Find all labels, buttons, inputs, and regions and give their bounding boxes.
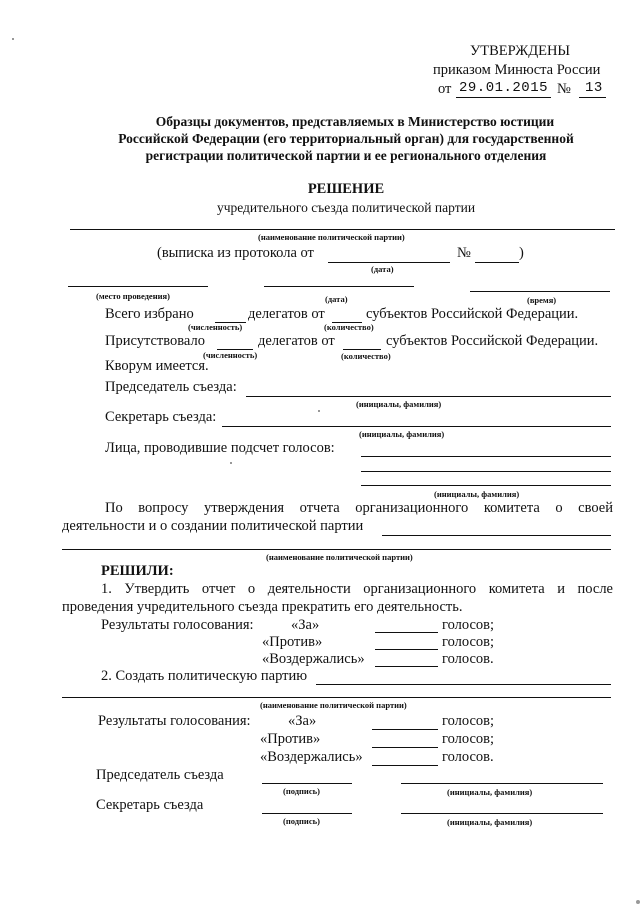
- question-line-1: По вопросу утверждения отчета организационного комитета о своей: [105, 500, 613, 516]
- vote1-for-label: «За»: [291, 617, 320, 633]
- vote1-against-votes: голосов;: [442, 634, 495, 650]
- vote1-against-label: «Против»: [262, 634, 323, 650]
- signature-secretary-name-line: [401, 813, 603, 814]
- protocol-date-line: [328, 262, 450, 263]
- approval-date-prefix: от: [438, 81, 452, 97]
- caption-present-quantity: (количество): [341, 351, 391, 361]
- approval-title: УТВЕРЖДЕНЫ: [470, 43, 571, 59]
- present-text-a: Присутствовало: [105, 333, 205, 349]
- caption-secretary-sign-initials: (инициалы, фамилия): [447, 817, 533, 827]
- approval-date-line: [456, 97, 551, 98]
- caption-secretary-signature: (подпись): [283, 816, 320, 826]
- question-party-line-b: [62, 549, 611, 550]
- resolved-item1-line1: 1. Утвердить отчет о деятельности организационного комитета и после: [101, 581, 613, 597]
- counters-line-2: [361, 471, 611, 472]
- resolved-item2: 2. Создать политическую партию: [101, 668, 308, 684]
- protocol-text: (выписка из протокола от: [157, 245, 314, 261]
- caption-item2-party: (наименование политической партии): [260, 700, 407, 710]
- meeting-date-line: [264, 286, 414, 287]
- chairman-label: Председатель съезда:: [105, 379, 237, 395]
- caption-elected-count: (численность): [188, 322, 243, 332]
- heading-line-3: регистрации политической партии и ее регионального отделения: [145, 148, 547, 163]
- vote1-abstained-votes: голосов.: [442, 651, 494, 667]
- secretary-label: Секретарь съезда:: [105, 409, 217, 425]
- vote2-abstained-line: [372, 765, 438, 766]
- caption-meeting-date: (дата): [325, 294, 348, 304]
- party-name-line: [70, 229, 615, 230]
- present-subjects-line: [343, 349, 381, 350]
- vote2-for-line: [372, 729, 438, 730]
- vote2-against-line: [372, 747, 438, 748]
- vote1-abstained-line: [375, 666, 438, 667]
- counters-line-3: [361, 485, 611, 486]
- signature-chairman-name-line: [401, 783, 603, 784]
- scan-speck: [318, 410, 320, 412]
- caption-chairman-signature: (подпись): [283, 786, 320, 796]
- vote2-abstained-label: «Воздержались»: [260, 749, 363, 765]
- question-party-line-a: [382, 535, 611, 536]
- vote2-abstained-votes: голосов.: [442, 749, 494, 765]
- caption-present-count: (численность): [203, 350, 258, 360]
- counters-line-1: [361, 456, 611, 457]
- caption-meeting-time: (время): [527, 295, 557, 305]
- secretary-line: [222, 426, 611, 427]
- counters-label: Лица, проводившие подсчет голосов:: [105, 440, 335, 456]
- protocol-number-line: [475, 262, 519, 263]
- chairman-line: [246, 396, 611, 397]
- approval-number-line: [579, 97, 606, 98]
- question-line-2: деятельности и о создании политической партии: [62, 518, 364, 534]
- scan-speck: [230, 462, 232, 464]
- quorum-text: Кворум имеется.: [105, 358, 209, 374]
- decision-subtitle: учредительного съезда политической партии: [216, 200, 476, 215]
- caption-chairman-initials: (инициалы, фамилия): [356, 399, 442, 409]
- elected-text-b: делегатов от: [248, 306, 325, 322]
- signature-secretary-sign-line: [262, 813, 352, 814]
- signature-chairman-sign-line: [262, 783, 352, 784]
- elected-text-a: Всего избрано: [105, 306, 194, 322]
- present-text-c: субъектов Российской Федерации.: [386, 333, 599, 349]
- vote2-results-label: Результаты голосования:: [98, 713, 251, 729]
- vote2-for-votes: голосов;: [442, 713, 495, 729]
- caption-question-party: (наименование политической партии): [266, 552, 413, 562]
- approval-order: приказом Минюста России: [433, 62, 601, 78]
- heading-line-1: Образцы документов, представляемых в Министерство юстиции: [155, 114, 555, 129]
- resolved-item1-line2: проведения учредительного съезда прекратить его деятельность.: [62, 599, 463, 615]
- caption-party-name: (наименование политической партии): [258, 232, 405, 242]
- approval-date: 29.01.2015: [459, 80, 549, 96]
- vote1-results-label: Результаты голосования:: [101, 617, 254, 633]
- scan-speck: [12, 38, 14, 40]
- signature-secretary-label: Секретарь съезда: [96, 797, 204, 813]
- vote1-abstained-label: «Воздержались»: [262, 651, 365, 667]
- item2-party-line-b: [62, 697, 611, 698]
- caption-counters-initials: (инициалы, фамилия): [434, 489, 520, 499]
- vote1-for-votes: голосов;: [442, 617, 495, 633]
- protocol-close: ): [519, 245, 524, 261]
- vote2-against-votes: голосов;: [442, 731, 495, 747]
- item2-party-line-a: [316, 684, 611, 685]
- meeting-time-line: [470, 291, 610, 292]
- vote2-for-label: «За»: [288, 713, 317, 729]
- vote1-for-line: [375, 632, 438, 633]
- caption-secretary-initials: (инициалы, фамилия): [359, 429, 445, 439]
- caption-chairman-sign-initials: (инициалы, фамилия): [447, 787, 533, 797]
- caption-place: (место проведения): [96, 291, 170, 301]
- vote1-against-line: [375, 649, 438, 650]
- present-text-b: делегатов от: [258, 333, 335, 349]
- elected-text-c: субъектов Российской Федерации.: [366, 306, 579, 322]
- approval-number: 13: [585, 80, 603, 96]
- scan-speck: [636, 900, 640, 904]
- place-line: [68, 286, 208, 287]
- heading-line-2: Российской Федерации (его территориальный орган) для государственной: [118, 131, 574, 146]
- approval-number-prefix: №: [557, 81, 571, 97]
- signature-chairman-label: Председатель съезда: [96, 767, 224, 783]
- caption-elected-quantity: (количество): [324, 322, 374, 332]
- decision-title: РЕШЕНИЕ: [307, 181, 385, 197]
- resolved-title: РЕШИЛИ:: [101, 563, 174, 579]
- caption-protocol-date: (дата): [371, 264, 394, 274]
- vote2-against-label: «Против»: [260, 731, 321, 747]
- protocol-number-sign: №: [457, 245, 471, 261]
